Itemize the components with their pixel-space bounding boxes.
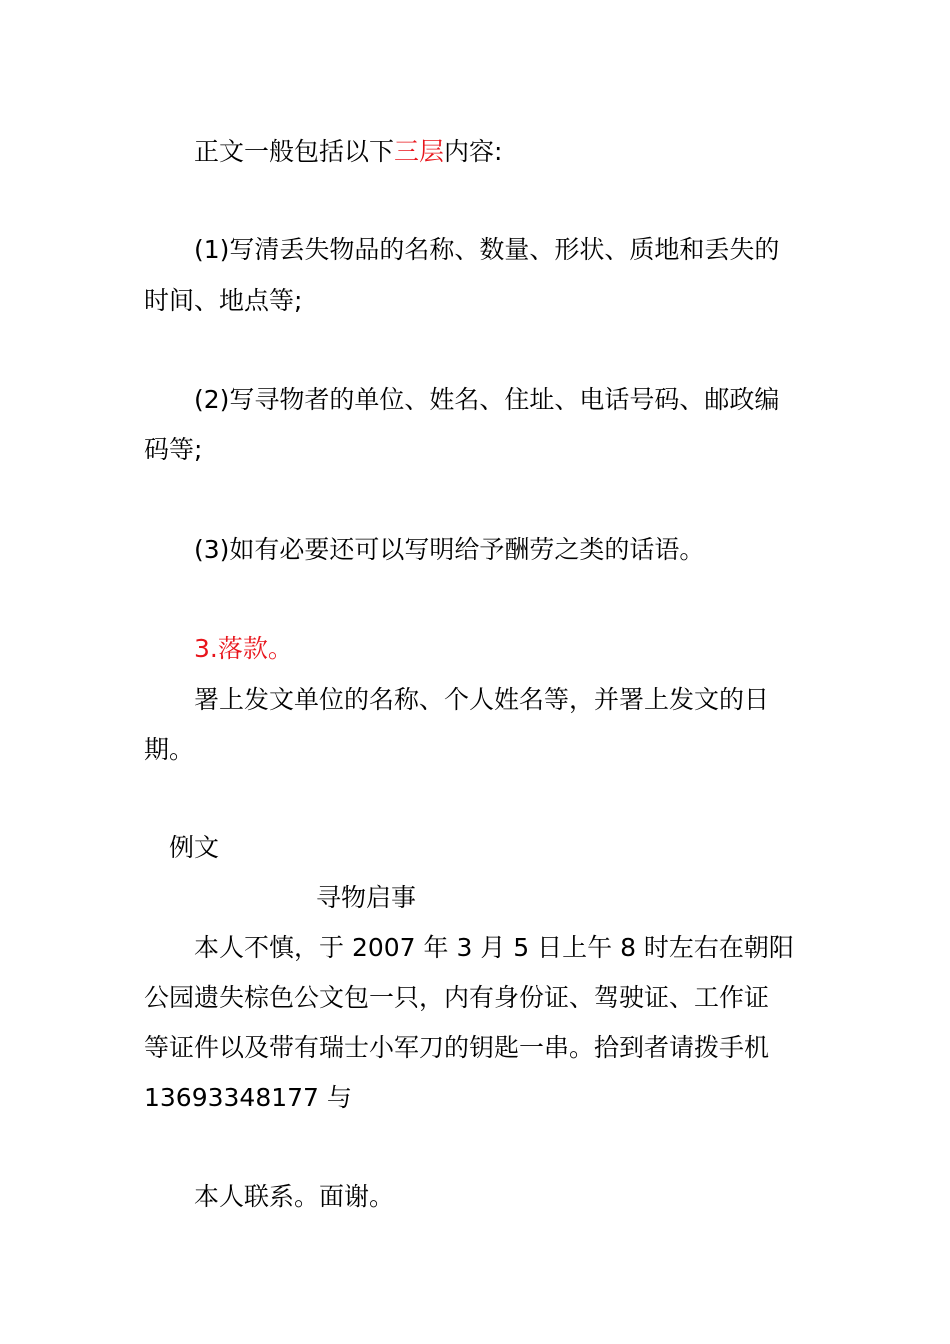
section3-line1: 署上发文单位的名称、个人姓名等，并署上发文的日: [194, 685, 770, 714]
item1-line2: 时间、地点等;: [144, 286, 303, 315]
section3-line2: 期。: [144, 735, 195, 764]
intro-highlight: 三层: [394, 137, 445, 166]
section3-heading: 3.落款。: [194, 634, 293, 663]
example-label: 例文: [169, 833, 220, 862]
item1-line1: (1)写清丢失物品的名称、数量、形状、质地和丢失的: [194, 235, 780, 264]
example-line5: 本人联系。面谢。: [194, 1182, 395, 1211]
example-line1: 本人不慎，于 2007 年 3 月 5 日上午 8 时左右在朝阳: [194, 933, 794, 962]
item2-line2: 码等;: [144, 435, 203, 464]
example-title: 寻物启事: [316, 883, 417, 912]
example-line2: 公园遗失棕色公文包一只，内有身份证、驾驶证、工作证: [144, 983, 770, 1012]
intro-paragraph: [194, 136, 864, 168]
item2-line1: (2)写寻物者的单位、姓名、住址、电话号码、邮政编: [194, 385, 780, 414]
item3-line1: (3)如有必要还可以写明给予酬劳之类的话语。: [194, 535, 705, 564]
intro-text-after: 内容:: [444, 137, 503, 166]
example-line4: 13693348177 与: [144, 1083, 352, 1112]
example-line3: 等证件以及带有瑞士小军刀的钥匙一串。拾到者请拨手机: [144, 1033, 770, 1062]
intro-text-before: 正文一般包括以下: [194, 137, 395, 166]
